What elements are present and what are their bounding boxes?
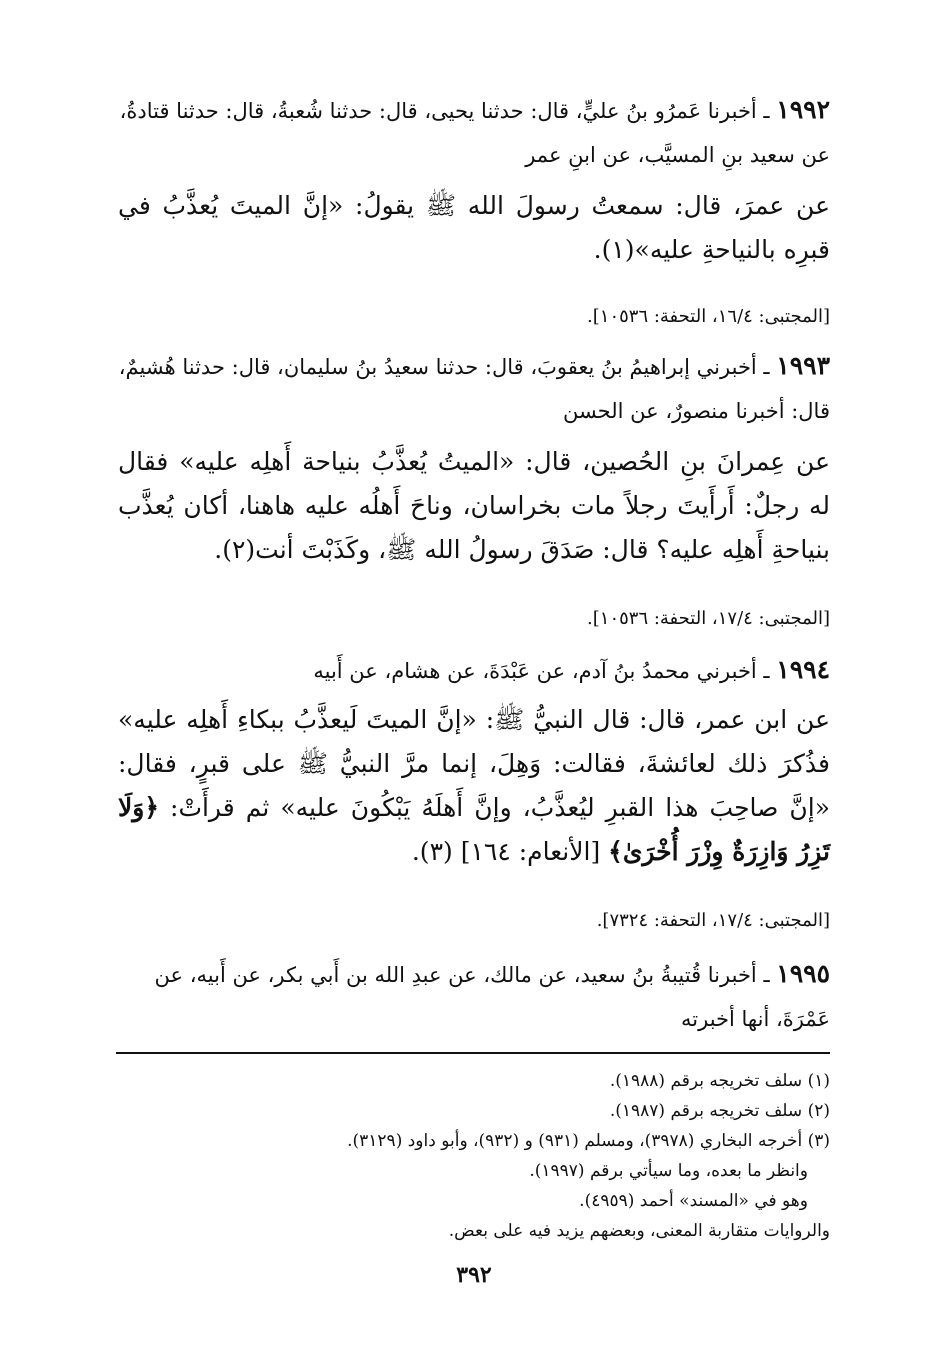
footnote-1: (١) سلف تخريجه برقم (١٩٨٨). — [609, 1071, 830, 1091]
hadith-1992-isnad — [118, 88, 830, 177]
isnad-text: ـ أخبرني محمدُ بنُ آدم، عن عَبْدَةَ، عن هشام، عن أَبيه — [313, 659, 770, 683]
hadith-number: ١٩٩٥ — [776, 959, 830, 988]
page-number: ٣٩٢ — [456, 1262, 492, 1288]
footnotes — [116, 1066, 830, 1246]
quran-reference: [الأنعام: ١٦٤] (٣). — [411, 837, 601, 866]
hadith-number: ١٩٩٢ — [776, 95, 830, 124]
quran-verse: ﴿وَلَا تَزِرُ وَازِرَةٌ وِزْرَ أُخْرَىٰ﴾ — [118, 793, 830, 866]
footnote-2: (٢) سلف تخريجه برقم (١٩٨٧). — [609, 1101, 830, 1121]
hadith-1993-isnad — [118, 344, 830, 433]
hadith-1993-matn: عن عِمرانَ بنِ الحُصين، قال: «الميتُ يُعذَّبُ بنياحة أَهلِه عليه» فقال له رجلٌ: أَرأَيتَ رجلاً مات بخراسان، وناحَ أَهلُه عليه هاهنا، أكان يُعذَّب بنياحةِ أَهلِه عليه؟ قال: صَدَقَ رسولُ الله ﷺ، وكَذَبْتَ أنت(٢). — [118, 447, 830, 564]
hadith-1994-matn — [118, 698, 830, 874]
hadith-1992-reference: [المجتبى: ١٦/٤، التحفة: ١٠٥٣٦]. — [587, 306, 830, 327]
hadith-1994-reference: [المجتبى: ١٧/٤، التحفة: ٧٣٢٤]. — [596, 910, 830, 931]
matn-text: عن ابن عمر، قال: قال النبيُّ ﷺ: «إنَّ الميتَ لَيعذَّبُ ببكاءِ أَهلِه عليه» فذُكرَ ذلك لعائشةَ، فقالت: وَهِلَ، إنما مرَّ النبيُّ ﷺ على قبرٍ، فقال: «إنَّ صاحِبَ هذا القبرِ ليُعذَّبُ، وإنَّ أَهلَهُ يَبْكُونَ عليه» ثم قرأَتْ: — [118, 705, 830, 822]
footnote-3-continued: وانظر ما بعده، وما سيأتي برقم (١٩٩٧). — [529, 1161, 808, 1181]
hadith-1995-isnad — [118, 952, 830, 1041]
hadith-1992-matn: عن عمرَ، قال: سمعتُ رسولَ الله ﷺ يقولُ: «إنَّ الميتَ يُعذَّبُ في قبرِه بالنياحةِ عليه»(١). — [118, 191, 830, 264]
hadith-number: ١٩٩٣ — [776, 351, 830, 380]
footnote-3-continued: وهو في «المسند» أحمد (٤٩٥٩). — [579, 1191, 808, 1211]
footnote-divider — [116, 1052, 830, 1054]
isnad-text: ـ أخبرنا عَمرُو بنُ عليٍّ، قال: حدثنا يحيى، قال: حدثنا شُعبةُ، قال: حدثنا قتادةُ، عن سعيد بنِ المسيَّب، عن ابنِ عمر — [119, 99, 830, 167]
hadith-1993-reference: [المجتبى: ١٧/٤، التحفة: ١٠٥٣٦]. — [587, 608, 830, 629]
footnote-3: (٣) أخرجه البخاري (٣٩٧٨)، ومسلم (٩٣١) و (٩٣٢)، وأبو داود (٣١٢٩). — [347, 1131, 830, 1151]
hadith-1994-isnad — [118, 648, 830, 693]
hadith-number: ١٩٩٤ — [776, 655, 830, 684]
isnad-text: ـ أخبرني إبراهيمُ بنُ يعقوبَ، قال: حدثنا سعيدُ بنُ سليمان، قال: حدثنا هُشيمٌ، قال: أخبرنا منصورٌ، عن الحسن — [118, 355, 830, 423]
isnad-text: ـ أخبرنا قُتيبةُ بنُ سعيد، عن مالك، عن عبدِ الله بن أَبي بكر، عن أَبيه، عن عَمْرَةَ، أنها أخبرته — [154, 963, 830, 1031]
footnote-3-continued: والروايات متقاربة المعنى، وبعضهم يزيد فيه على بعض. — [448, 1221, 830, 1241]
